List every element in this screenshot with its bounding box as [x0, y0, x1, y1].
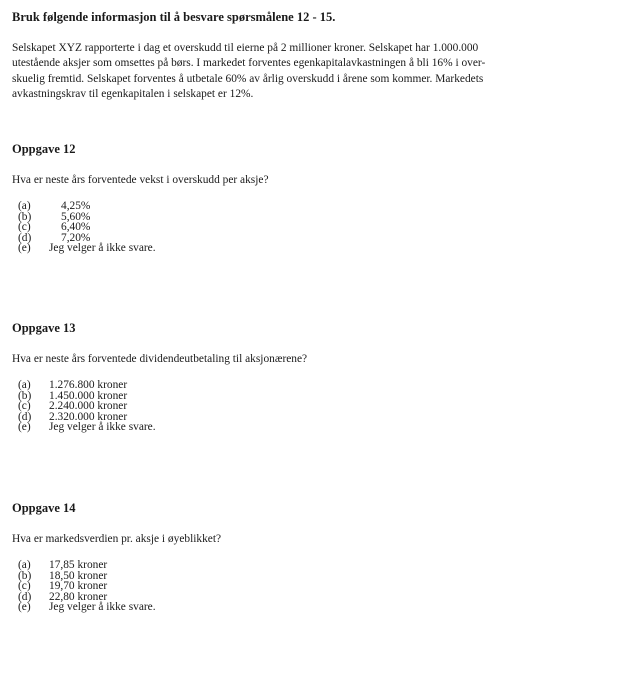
option-text: 1.450.000 kroner — [49, 389, 128, 402]
option-letter: (c) — [18, 221, 31, 234]
option-letter: (a) — [18, 200, 31, 212]
option-text: 19,70 kroner — [49, 580, 108, 593]
answer-options — [18, 380, 156, 433]
task-title: Oppgave 13 — [12, 321, 76, 335]
option-letter: (c) — [18, 580, 31, 593]
option-a[interactable] — [18, 560, 156, 571]
option-text: 5,60% — [61, 210, 91, 223]
option-text: 2.240.000 kroner — [49, 400, 128, 413]
option-text: 17,85 kroner — [49, 559, 108, 571]
option-letter: (b) — [18, 389, 32, 402]
answer-options — [18, 201, 156, 254]
intro-line: avkastningskrav til egenkapitalen i selskapet er 12%. — [12, 87, 254, 100]
option-text: 2.320.000 kroner — [49, 410, 128, 423]
task-title: Oppgave 14 — [12, 501, 76, 515]
intro-line: Selskapet XYZ rapporterte i dag et overskudd til eierne på 2 millioner kroner. Selskapet har 1.000.000 — [12, 42, 479, 54]
option-e[interactable] — [18, 243, 156, 254]
option-text: 4,25% — [61, 200, 91, 212]
intro-paragraph — [12, 41, 610, 102]
option-text: 1.276.800 kroner — [49, 379, 128, 391]
option-letter: (a) — [18, 559, 31, 571]
option-letter: (a) — [18, 379, 31, 391]
option-letter: (b) — [18, 569, 32, 582]
task-title: Oppgave 12 — [12, 142, 76, 156]
task-question: Hva er markedsverdien pr. aksje i øyeblikket? — [12, 533, 222, 545]
option-text: Jeg velger å ikke svare. — [49, 601, 156, 614]
option-letter: (e) — [18, 421, 31, 434]
option-text: 7,20% — [61, 231, 91, 244]
option-letter: (d) — [18, 590, 32, 603]
section-heading: Bruk følgende informasjon til å besvare spørsmålene 12 - 15. — [12, 10, 336, 24]
option-letter: (e) — [18, 242, 31, 255]
option-letter: (d) — [18, 410, 32, 423]
option-a[interactable] — [18, 380, 156, 391]
task-question: Hva er neste års forventede vekst i overskudd per aksje? — [12, 174, 269, 186]
option-e[interactable] — [18, 422, 156, 433]
intro-line: skuelig fremtid. Selskapet forventes å utbetale 60% av årlig overskudd i årene som kommer. Markedets — [12, 72, 484, 85]
intro-line: utestående aksjer som omsettes på børs. I markedet forventes egenkapitalavkastningen å bli 16% i over- — [12, 57, 486, 70]
option-letter: (d) — [18, 231, 32, 244]
option-text: Jeg velger å ikke svare. — [49, 242, 156, 255]
answer-options — [18, 560, 156, 613]
option-text: 6,40% — [61, 221, 91, 234]
option-letter: (c) — [18, 400, 31, 413]
option-letter: (b) — [18, 210, 32, 223]
option-letter: (e) — [18, 601, 31, 614]
option-text: Jeg velger å ikke svare. — [49, 421, 156, 434]
task-question: Hva er neste års forventede dividendeutbetaling til aksjonærene? — [12, 353, 308, 365]
option-e[interactable] — [18, 602, 156, 613]
option-a[interactable] — [18, 201, 156, 212]
option-text: 18,50 kroner — [49, 569, 108, 582]
option-text: 22,80 kroner — [49, 590, 108, 603]
